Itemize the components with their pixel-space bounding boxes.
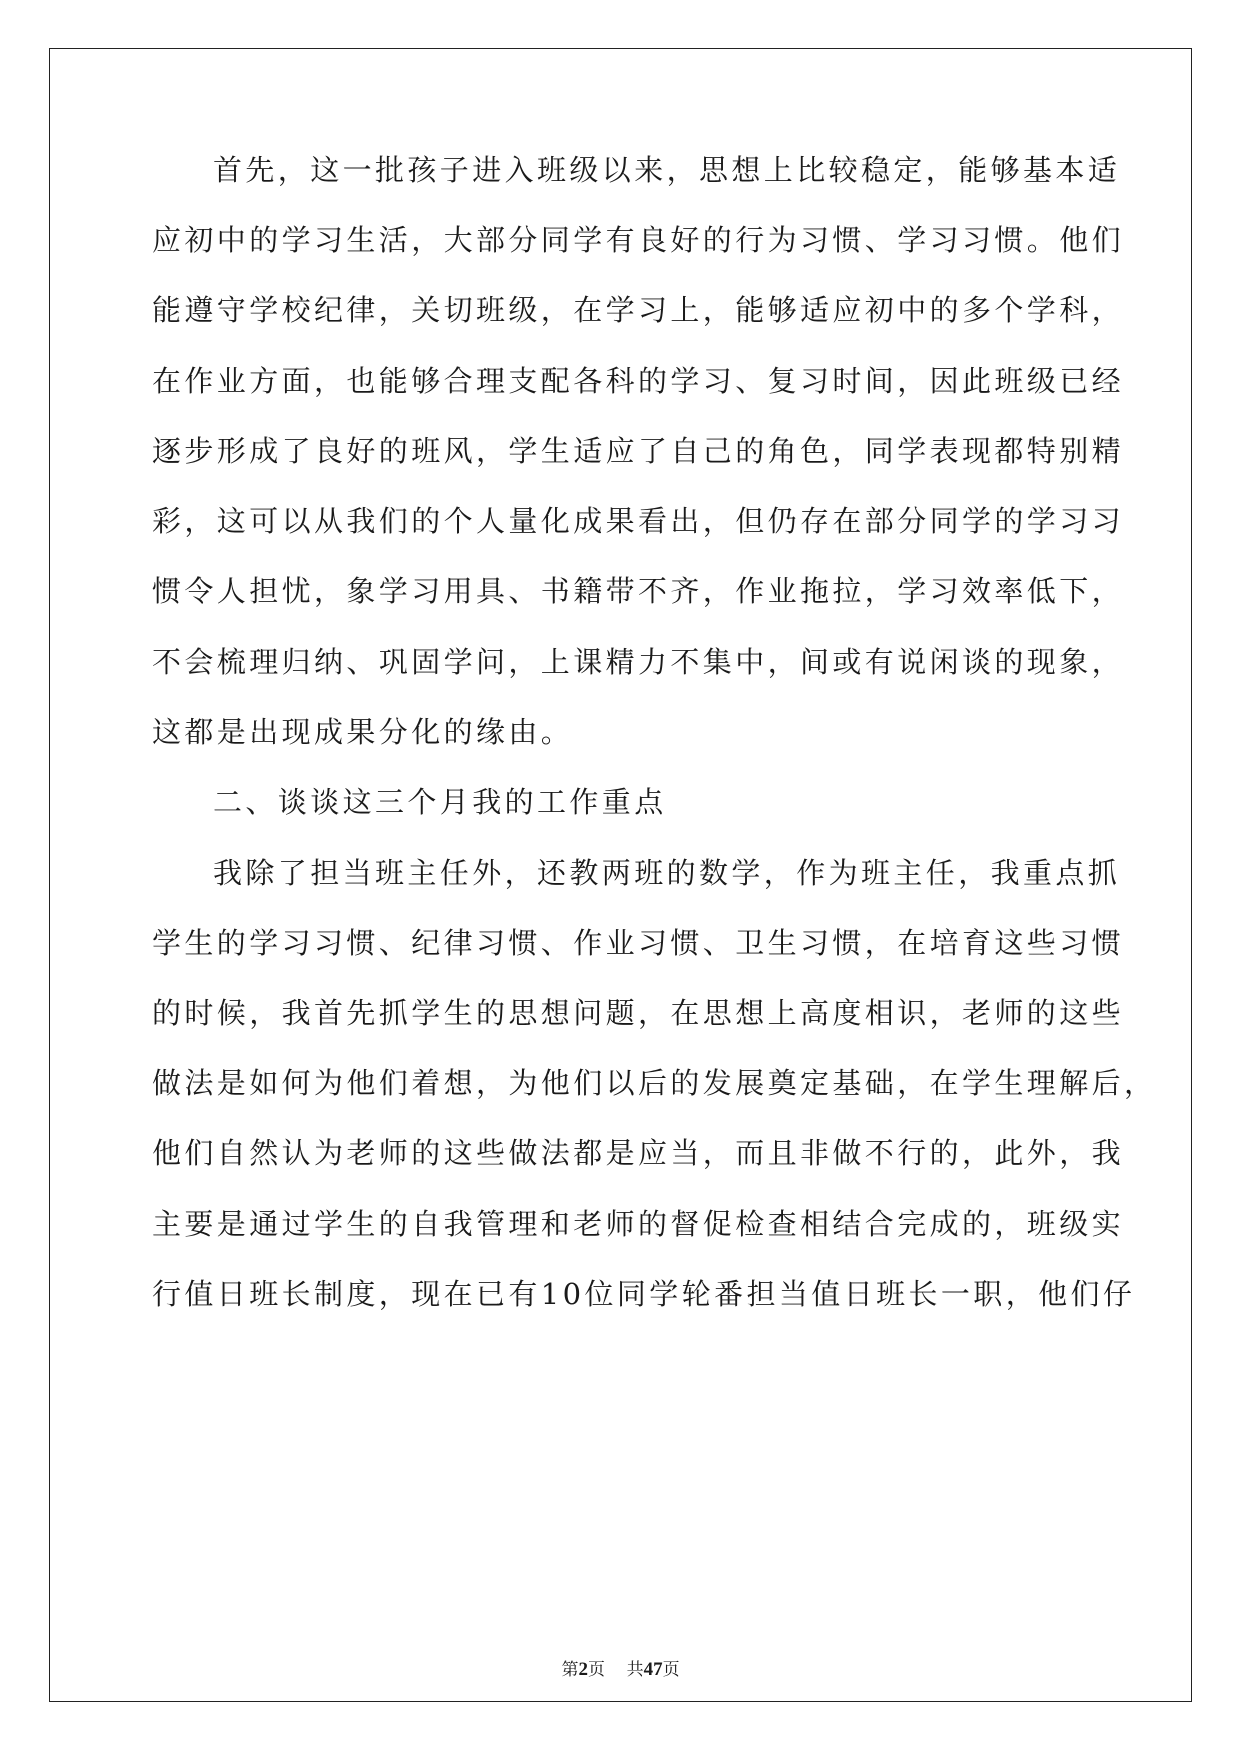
footer-total-prefix: 共 bbox=[626, 1660, 644, 1680]
page-footer bbox=[0, 1659, 1241, 1681]
text-line: 能遵守学校纪律，关切班级，在学习上，能够适应初中的多个学科， bbox=[152, 293, 1125, 327]
text-line: 首先，这一批孩子进入班级以来，思想上比较稳定，能够基本适 bbox=[213, 153, 1121, 187]
text-line: 不会梳理归纳、巩固学问，上课精力不集中，间或有说闲谈的现象， bbox=[152, 645, 1125, 679]
footer-total-suffix: 页 bbox=[662, 1660, 680, 1680]
text-line: 惯令人担忧，象学习用具、书籍带不齐，作业拖拉，学习效率低下， bbox=[152, 574, 1125, 608]
total-pages-number: 47 bbox=[643, 1659, 663, 1680]
text-line: 做法是如何为他们着想，为他们以后的发展奠定基础，在学生理解后， bbox=[152, 1066, 1157, 1100]
text-line: 应初中的学习生活，大部分同学有良好的行为习惯、学习习惯。他们 bbox=[152, 223, 1125, 257]
text-line: 逐步形成了良好的班风，学生适应了自己的角色，同学表现都特别精 bbox=[152, 434, 1125, 468]
text-line: 这都是出现成果分化的缘由。 bbox=[152, 715, 574, 749]
text-line: 行值日班长制度，现在已有10位同学轮番担当值日班长一职，他们仔 bbox=[152, 1277, 1136, 1311]
text-line: 彩，这可以从我们的个人量化成果看出，但仍存在部分同学的学习习 bbox=[152, 504, 1125, 538]
text-line: 的时候，我首先抓学生的思想问题，在思想上高度相识，老师的这些 bbox=[152, 996, 1125, 1030]
text-line: 学生的学习习惯、纪律习惯、作业习惯、卫生习惯，在培育这些习惯 bbox=[152, 926, 1125, 960]
current-page-number: 2 bbox=[578, 1659, 588, 1680]
text-line: 我除了担当班主任外，还教两班的数学，作为班主任，我重点抓 bbox=[213, 856, 1121, 890]
text-line: 在作业方面，也能够合理支配各科的学习、复习时间，因此班级已经 bbox=[152, 364, 1125, 398]
text-line: 主要是通过学生的自我管理和老师的督促检查相结合完成的，班级实 bbox=[152, 1207, 1125, 1241]
section-heading: 二、谈谈这三个月我的工作重点 bbox=[213, 785, 667, 819]
footer-prefix: 第 bbox=[561, 1660, 579, 1680]
footer-page-suffix: 页 bbox=[587, 1660, 605, 1680]
text-line: 他们自然认为老师的这些做法都是应当，而且非做不行的，此外，我 bbox=[152, 1136, 1125, 1170]
